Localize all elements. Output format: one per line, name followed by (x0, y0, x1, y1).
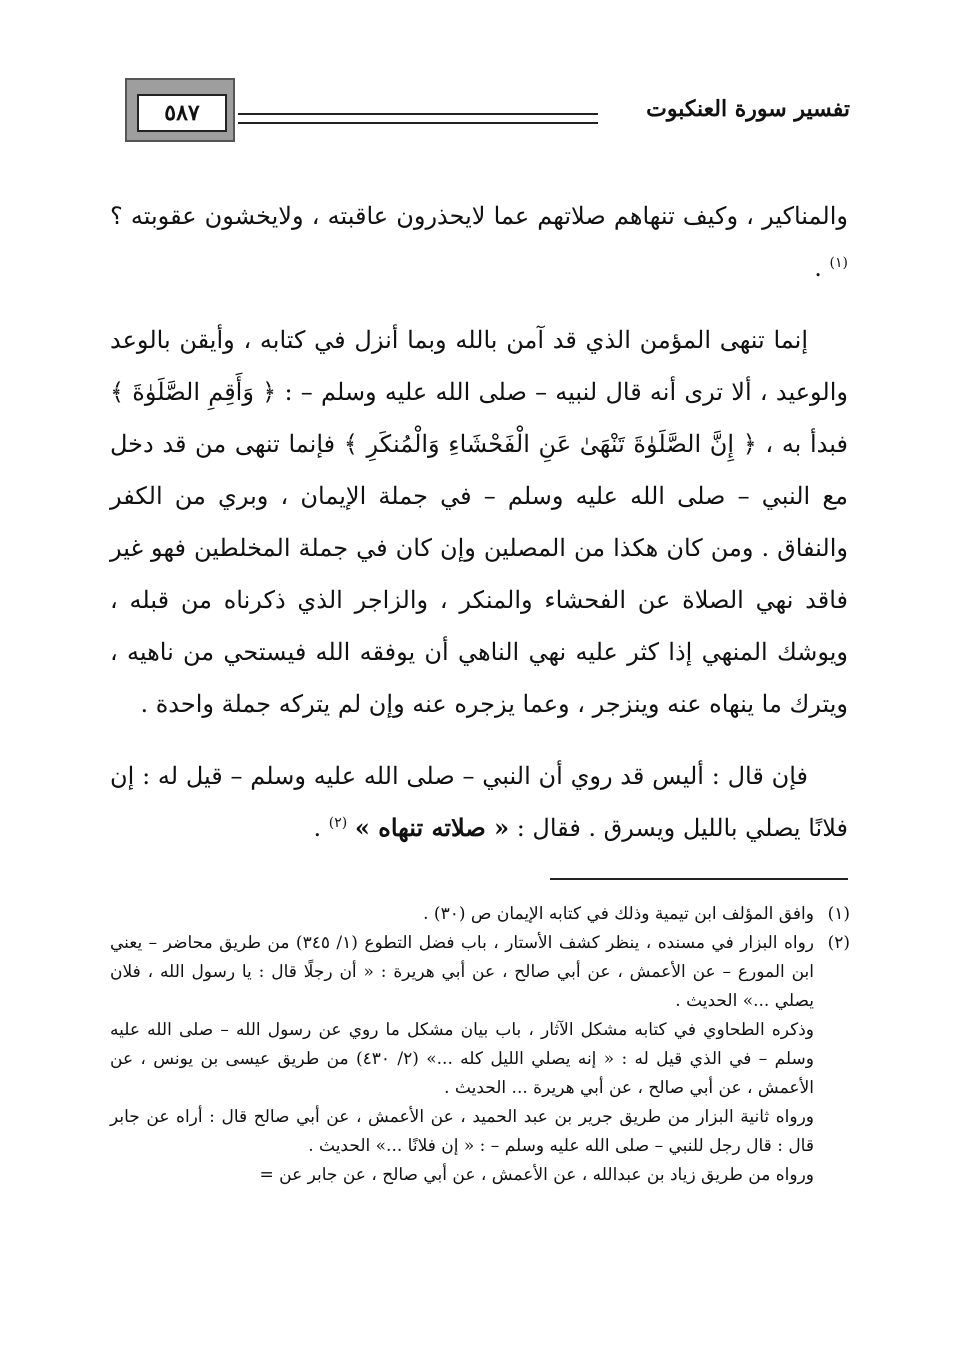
footnote-separator (550, 878, 848, 880)
footnote-1 (110, 900, 850, 929)
paragraph-1-text: والمناكير ، وكيف تنهاهم صلاتهم عما لايحذرون عاقبته ، ولايخشون عقوبته ؟ (110, 202, 848, 230)
footnote-1-mark: (١) (827, 904, 850, 924)
footnote-2-continued-c: ورواه من طريق زياد بن عبدالله ، عن الأعمش ، عن أبي صالح ، عن جابر عن = (259, 1165, 814, 1185)
paragraph-1-end: . (814, 254, 830, 282)
footnote-2-text: رواه البزار في مسنده ، ينظر كشف الأستار ، باب فضل التطوع (١/ ٣٤٥) من طريق محاضر – يعني ابن المورع – عن الأعمش ، عن أبي صالح ، عن أبي هريرة : « أن رجلًا قال : يا رسول الله ، فلان يصلي ...» الحديث . (110, 933, 814, 1011)
footnote-2-continued-a: وذكره الطحاوي في كتابه مشكل الآثار ، باب بيان مشكل ما روي عن رسول الله – صلى الله عليه وسلم – في الذي قيل له : « إنه يصلي الليل كله ...» (٢/ ٤٣٠) من طريق عيسى بن يونس ، عن الأعمش ، عن أبي صالح ، عن أبي هريرة ... الحديث . (110, 1020, 814, 1098)
footnote-2 (110, 929, 850, 1016)
paragraph-1 (110, 190, 848, 294)
page-number: ٥٨٧ (137, 94, 227, 132)
hadith-quote: « صلاته تنهاه » (354, 813, 510, 842)
footnote-1-text: وافق المؤلف ابن تيمية وذلك في كتابه الإيمان ص (٣٠) . (423, 904, 814, 924)
paragraph-2: إنما تنهى المؤمن الذي قد آمن بالله وبما أنزل في كتابه ، وأيقن بالوعد والوعيد ، ألا ترى أنه قال لنبيه – صلى الله عليه وسلم – : ﴿ وَأَقِمِ الصَّلَوٰةَ ﴾ فبدأ به ، ﴿ إِنَّ الصَّلَوٰةَ تَنْهَىٰ عَنِ الْفَحْشَاءِ وَالْمُنكَرِ ﴾ فإنما تنهى من قد دخل مع النبي – صلى الله عليه وسلم – في جملة الإيمان ، وبري من الكفر والنفاق . ومن كان هكذا من المصلين وإن كان في جملة المخلطين فهو غير فاقد نهي الصلاة عن الفحشاء والمنكر ، والزاجر الذي ذكرناه من قبله ، ويوشك المنهي إذا كثر عليه نهي الناهي أن يوفقه الله فيستحي من ناهيه ، ويترك ما ينهاه عنه وينزجر ، وعما يزجره عنه وإن لم يتركه جملة واحدة . (110, 326, 848, 718)
footnotes (110, 900, 850, 1190)
footnote-ref-2[interactable]: (٢) (328, 815, 348, 831)
paragraph-3-text: فإن قال : أليس قد روي أن النبي – صلى الله عليه وسلم – قيل له : إن فلانًا يصلي بالليل ويسرق . فقال : (110, 762, 848, 842)
page-number-frame (125, 78, 235, 142)
paragraph-3 (110, 750, 848, 854)
main-text (110, 190, 848, 854)
header-rule (238, 113, 598, 124)
running-title: تفسير سورة العنكبوت (646, 96, 850, 122)
footnote-2-mark: (٢) (827, 933, 850, 953)
footnote-2-continued-b: ورواه ثانية البزار من طريق جرير بن عبد الحميد ، عن الأعمش ، عن أبي صالح قال : أراه عن جابر قال : قال رجل للنبي – صلى الله عليه وسلم – : « إن فلانًا ...» الحديث . (110, 1107, 814, 1156)
paragraph-3-end: . (313, 814, 329, 842)
footnote-ref-1[interactable]: (١) (829, 255, 848, 271)
